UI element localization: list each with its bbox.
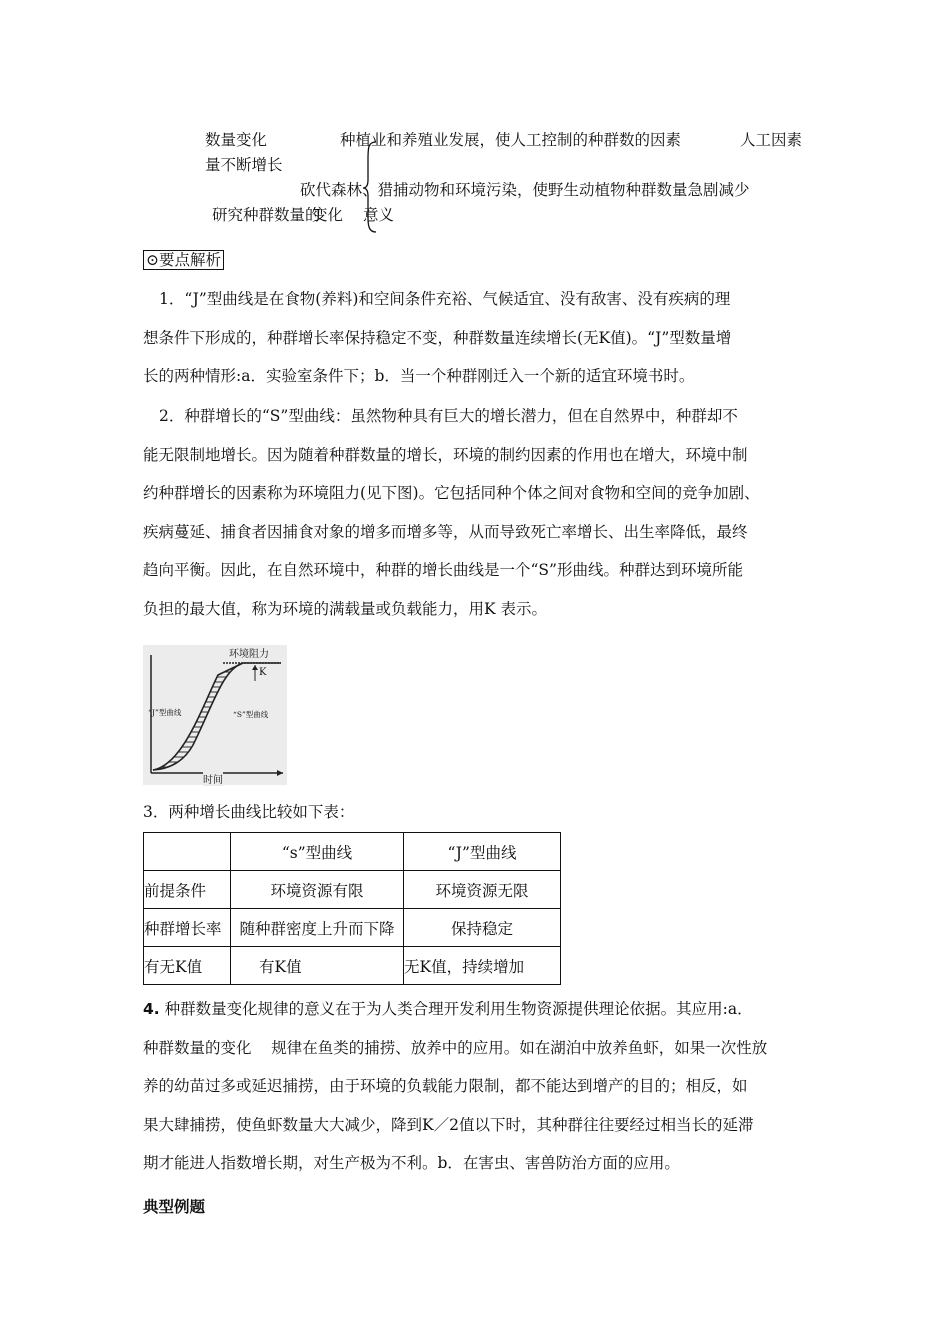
top-tag-human-factor: 人工因素 — [740, 131, 803, 149]
fig-label-s-curve: “S”型曲线 — [233, 710, 269, 719]
text-line: 想条件下形成的，种群增长率保持稳定不变，种群数量连续增长(无K值)。“J”型数量增 — [143, 328, 732, 347]
paragraph-significance — [143, 990, 823, 1183]
table-header-row — [144, 833, 561, 871]
text-line: 疾病蔓延、捕食者因捕食对象的增多而增多等，从而导致死亡率增长、出生率降低，最终 — [143, 522, 748, 541]
paragraph-s-curve — [143, 397, 823, 628]
top-label-growth: 量不断增长 — [205, 156, 283, 174]
table-cell: 环境资源无限 — [404, 871, 561, 909]
table-row — [144, 871, 561, 909]
table-header-cell: “J”型曲线 — [404, 833, 561, 871]
table-row — [144, 909, 561, 947]
top-label-change: 变化 — [312, 206, 344, 224]
text-line: 能无限制地增长。因为随着种群数量的增长，环境的制约因素的作用也在增大，环境中制 — [143, 445, 748, 464]
text-span: 种群数量变化规律的意义在于为人类合理开发利用生物资源提供理论依据。其应用:a． — [159, 1000, 753, 1018]
text-line: 负担的最大值，称为环境的满载量或负载能力，用K 表示。 — [143, 599, 548, 618]
fig-label-time: 时间 — [203, 771, 223, 786]
top-label-study: 研究种群数量的 — [212, 206, 321, 224]
text-line: 种群数量的变化 规律在鱼类的捕捞、放养中的应用。如在湖泊中放养鱼虾，如果一次性放 — [143, 1038, 768, 1057]
fig-label-j-curve: “J”型曲线 — [148, 708, 182, 717]
table-header-cell — [144, 833, 231, 871]
paragraph-j-curve — [143, 280, 823, 396]
text-line: 趋向平衡。因此，在自然环境中，种群的增长曲线是一个“S”形曲线。种群达到环境所能 — [143, 561, 743, 579]
text-line: 约种群增长的因素称为环境阻力(见下图)。它包括同种个体之间对食物和空间的竞争加剧、 — [143, 484, 760, 502]
table-cell: 前提条件 — [144, 871, 231, 909]
text-line: 期才能进人指数增长期，对生产极为不利。b．在害虫、害兽防治方面的应用。 — [143, 1154, 680, 1172]
top-label-quantity-change: 数量变化 — [205, 131, 268, 149]
paragraph-table-intro: 3．两种增长曲线比较如下表： — [143, 803, 355, 821]
comparison-table — [143, 832, 561, 985]
text-line: 果大肆捕捞，使鱼虾数量大大减少，降到K／2值以下时，其种群往往要经过相当长的延滞 — [143, 1115, 754, 1134]
growth-curve-figure — [143, 645, 287, 785]
table-header-cell: “s”型曲线 — [231, 833, 404, 871]
top-factor-destruction: 砍代森林、猎捕动物和环境污染，使野生动植物种群数量急剧减少 — [300, 181, 750, 199]
table-cell: 有K值 — [231, 947, 404, 985]
text-line: 1．“J”型曲线是在食物(养料)和空间条件充裕、气候适宜、没有敌害、没有疾病的理 — [159, 290, 731, 308]
section-label: ⊙要点解析 — [143, 250, 224, 270]
text-line: 养的幼苗过多或延迟捕捞，由于环境的负载能力限制，都不能达到增产的目的；相反，如 — [143, 1077, 748, 1095]
text-line: 长的两种情形:a．实验室条件下；b．当一个种群刚迁入一个新的适宜环境书时。 — [143, 367, 695, 385]
section-heading: 典型例题 — [143, 1198, 206, 1216]
brace-icon — [362, 140, 382, 235]
table-cell: 无K值，持续增加 — [404, 947, 561, 985]
fig-label-k: K — [259, 667, 267, 678]
top-factor-human: 种植业和养殖业发展，使人工控制的种群数的因素 — [340, 131, 682, 149]
table-cell: 保持稳定 — [404, 909, 561, 947]
table-cell: 有无K值 — [144, 947, 231, 985]
table-cell: 随种群密度上升而下降 — [231, 909, 404, 947]
table-cell: 环境资源有限 — [231, 871, 404, 909]
fig-label-resistance: 环境阻力 — [229, 645, 269, 660]
top-label-meaning: 意义 — [363, 206, 395, 224]
table-row — [144, 947, 561, 985]
text-line — [143, 990, 823, 1029]
table-cell: 种群增长率 — [144, 909, 231, 947]
text-line: 2．种群增长的“S”型曲线：虽然物种具有巨大的增长潜力，但在自然界中，种群却不 — [159, 407, 738, 425]
item-number: 4. — [143, 1000, 160, 1018]
